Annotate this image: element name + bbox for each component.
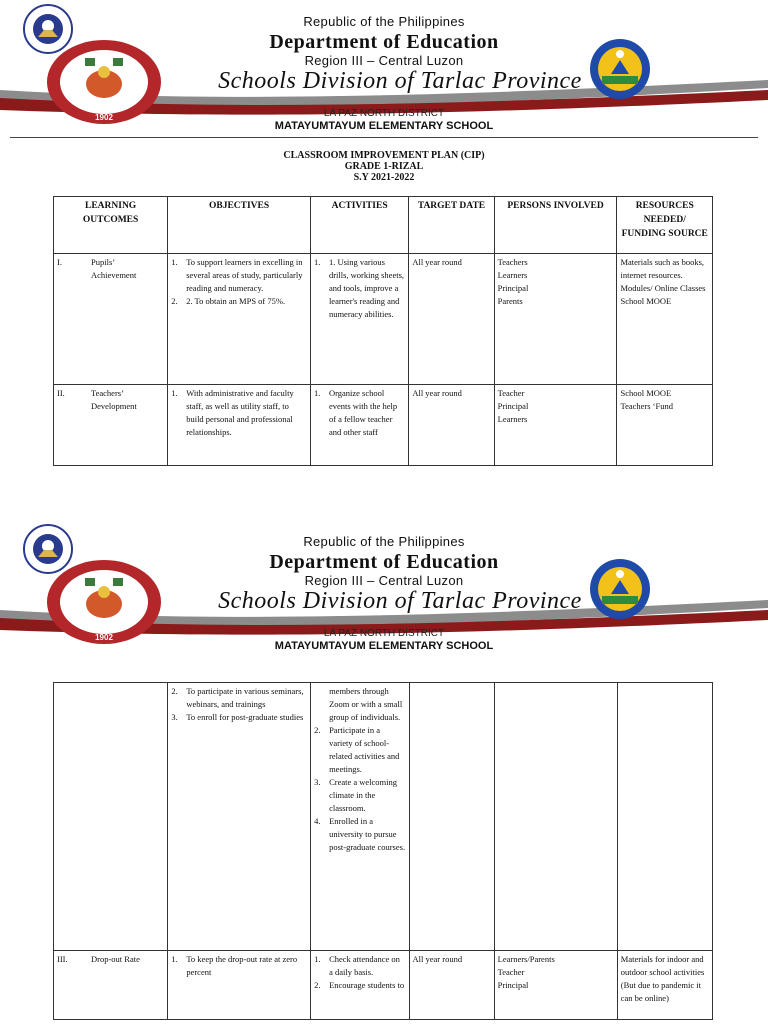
list-item: 2. Encourage students to: [314, 980, 405, 990]
district-label: LA PAZ NORTH DISTRICT: [323, 628, 445, 639]
outcome-text: Drop-out Rate: [91, 954, 140, 964]
region-label: Region III – Central Luzon: [304, 53, 464, 68]
list-item: 2. To participate in various seminars, webinars, and trainings: [171, 686, 304, 709]
department-label: Department of Education: [269, 551, 499, 573]
school-label: MATAYUMTAYUM ELEMENTARY SCHOOL: [274, 120, 494, 132]
document-titles: [0, 150, 768, 183]
header-resources: RESOURCES NEEDED/ FUNDING SOURCE: [617, 197, 713, 254]
republic-label: Republic of the Philippines: [303, 14, 465, 29]
persons-cell: Learners/Parents Teacher Principal: [494, 951, 617, 1020]
header-activities: ACTIVITIES: [310, 197, 408, 254]
activities-cell: [310, 385, 408, 466]
list-item: 1. To support learners in excelling in several areas of study, particularly reading and numeracy.: [171, 257, 303, 293]
outcome-cell: [54, 385, 168, 466]
department-label: Department of Education: [269, 31, 499, 53]
title-line-3: S.Y 2021-2022: [353, 172, 415, 183]
persons-cell: Teachers Learners Principal Parents: [494, 254, 617, 385]
svg-text:1902: 1902: [95, 113, 113, 122]
activities-cell: [311, 683, 409, 951]
list-item: 4. Enrolled in a university to pursue post-graduate courses.: [314, 816, 406, 852]
row-number: III.: [57, 954, 68, 964]
list-item: 2. 2. To obtain an MPS of 75%.: [171, 296, 286, 306]
resources-cell: School MOOE Teachers ‘Fund: [617, 385, 713, 466]
list-item: 1. To keep the drop-out rate at zero percent: [171, 954, 298, 977]
letterhead: [0, 520, 768, 660]
activities-cell: [310, 254, 408, 385]
republic-label: Republic of the Philippines: [303, 534, 465, 549]
page-1: [0, 0, 768, 500]
outcome-text: Pupils’ Achievement: [91, 257, 137, 280]
header-target-date: TARGET DATE: [409, 197, 494, 254]
region-label: Region III – Central Luzon: [304, 573, 464, 588]
target-cell: All year round: [409, 385, 494, 466]
resources-cell: [617, 683, 712, 951]
division-label: Schools Division of Tarlac Province: [218, 68, 582, 94]
persons-cell: Teacher Principal Learners: [494, 385, 617, 466]
target-cell: All year round: [409, 951, 494, 1020]
activities-cell: [311, 951, 409, 1020]
activity-continued-text: members through Zoom or with a small group of individuals.: [329, 686, 403, 722]
table-header-row: [54, 197, 713, 254]
header-persons: PERSONS INVOLVED: [494, 197, 617, 254]
list-item: 2. Participate in a variety of school-related activities and meetings.: [314, 725, 400, 774]
page-2: [0, 520, 768, 1024]
svg-text:1902: 1902: [95, 633, 113, 642]
outcome-text: Teachers’ Development: [91, 388, 137, 411]
district-label: LA PAZ NORTH DISTRICT: [323, 108, 445, 119]
row-number: I.: [57, 257, 62, 267]
list-item: 3. Create a welcoming climate in the classroom.: [314, 777, 398, 813]
list-item: 1. 1. Using various drills, working sheets, and tools, improve a learner's reading and numeracy abilities.: [313, 257, 405, 319]
objectives-cell: [168, 385, 311, 466]
title-line-1: CLASSROOM IMPROVEMENT PLAN (CIP): [283, 150, 485, 161]
outcome-cell: [54, 254, 168, 385]
resources-cell: Materials such as books, internet resources. Modules/ Online Classes School MOOE: [617, 254, 713, 385]
school-label: MATAYUMTAYUM ELEMENTARY SCHOOL: [274, 640, 494, 652]
list-item: 3. To enroll for post-graduate studies: [171, 712, 304, 722]
list-item: 1. Organize school events with the help of a fellow teacher and other staff: [313, 388, 398, 437]
page-gap: [0, 500, 768, 520]
division-label: Schools Division of Tarlac Province: [218, 588, 582, 614]
target-cell: All year round: [409, 254, 494, 385]
header-outcomes: LEARNING OUTCOMES: [54, 197, 168, 254]
objectives-cell: [168, 951, 311, 1020]
objectives-cell: [168, 254, 311, 385]
table-row: [54, 385, 713, 466]
outcome-cell: [54, 951, 168, 1020]
resources-cell: Materials for indoor and outdoor school activities (But due to pandemic it can be online): [617, 951, 712, 1020]
target-cell: [409, 683, 494, 951]
outcome-cell: [54, 683, 168, 951]
cip-table-continued: [53, 682, 713, 1020]
persons-cell: [494, 683, 617, 951]
header-divider: [10, 137, 758, 138]
table-row: [54, 683, 713, 951]
row-number: II.: [57, 388, 65, 398]
list-item: 1. Check attendance on a daily basis.: [314, 954, 400, 977]
cip-table: [53, 196, 713, 466]
header-objectives: OBJECTIVES: [168, 197, 311, 254]
table-row: [54, 254, 713, 385]
title-line-2: GRADE 1-RIZAL: [344, 161, 424, 172]
objectives-cell: [168, 683, 311, 951]
table-row: [54, 951, 713, 1020]
letterhead: [0, 0, 768, 140]
list-item: 1. With administrative and faculty staff, as well as utility staff, to build personal and professional relationships.: [171, 388, 294, 437]
